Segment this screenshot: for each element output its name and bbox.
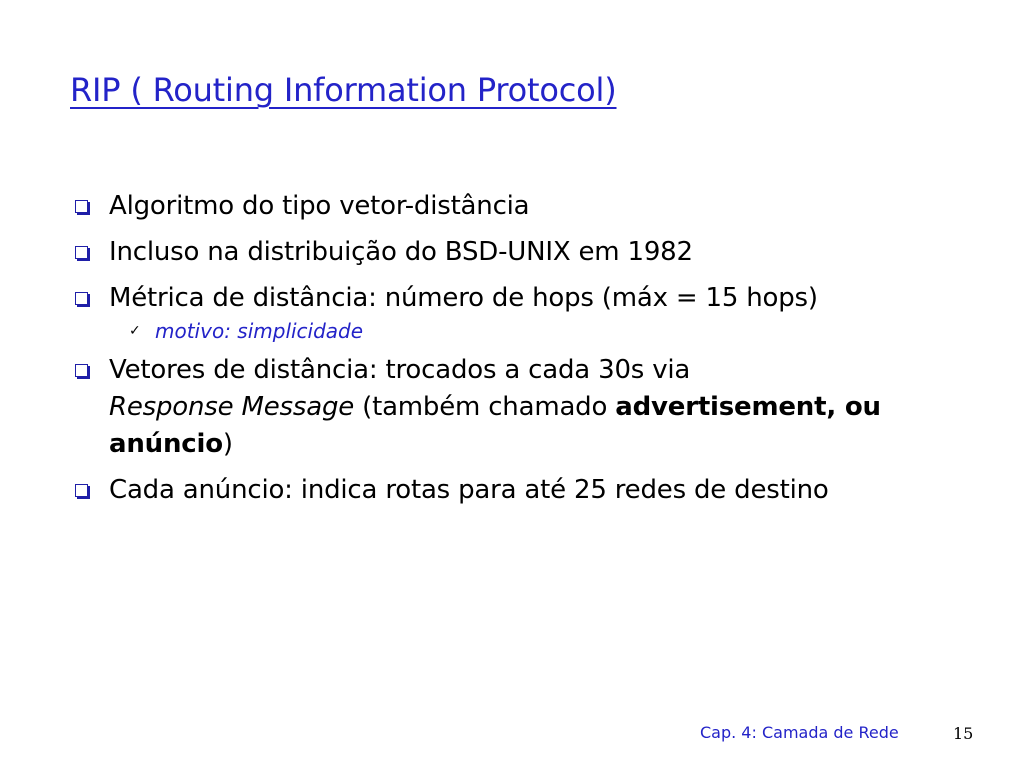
bullet-item-announcement [73, 472, 973, 509]
bullet-text: Incluso na distribuição do BSD-UNIX em 1982 [109, 237, 693, 267]
bullet-text-mid: (também chamado [354, 392, 616, 422]
square-bullet-icon [75, 364, 88, 377]
advertisement-term: advertisement, ou anúncio [109, 392, 881, 459]
square-bullet-icon [75, 200, 88, 213]
checkmark-icon: ✓ [129, 323, 141, 339]
bullet-item-algorithm [73, 188, 973, 225]
bullet-item-metric [73, 280, 973, 317]
square-bullet-icon [75, 484, 88, 497]
bullet-item-bsd-unix [73, 234, 973, 271]
page-number: 15 [953, 724, 974, 743]
slide-title: RIP ( Routing Information Protocol) [70, 71, 617, 109]
bullet-list [73, 188, 973, 518]
bullet-text: Algoritmo do tipo vetor-distância [109, 191, 530, 221]
bullet-text: Métrica de distância: número de hops (máx = 15 hops) [109, 283, 818, 313]
square-bullet-icon [75, 292, 88, 305]
footer-chapter-label: Cap. 4: Camada de Rede [700, 723, 899, 742]
bullet-text: Cada anúncio: indica rotas para até 25 redes de destino [109, 475, 829, 505]
sub-bullet-item-reason [121, 316, 973, 346]
bullet-text-line1: Vetores de distância: trocados a cada 30s via [109, 355, 691, 385]
sub-bullet-text: motivo: simplicidade [155, 319, 364, 343]
response-message-term: Response Message [109, 392, 355, 422]
bullet-item-distance-vectors [73, 352, 973, 463]
bullet-text-end: ) [222, 429, 233, 459]
square-bullet-icon [75, 246, 88, 259]
